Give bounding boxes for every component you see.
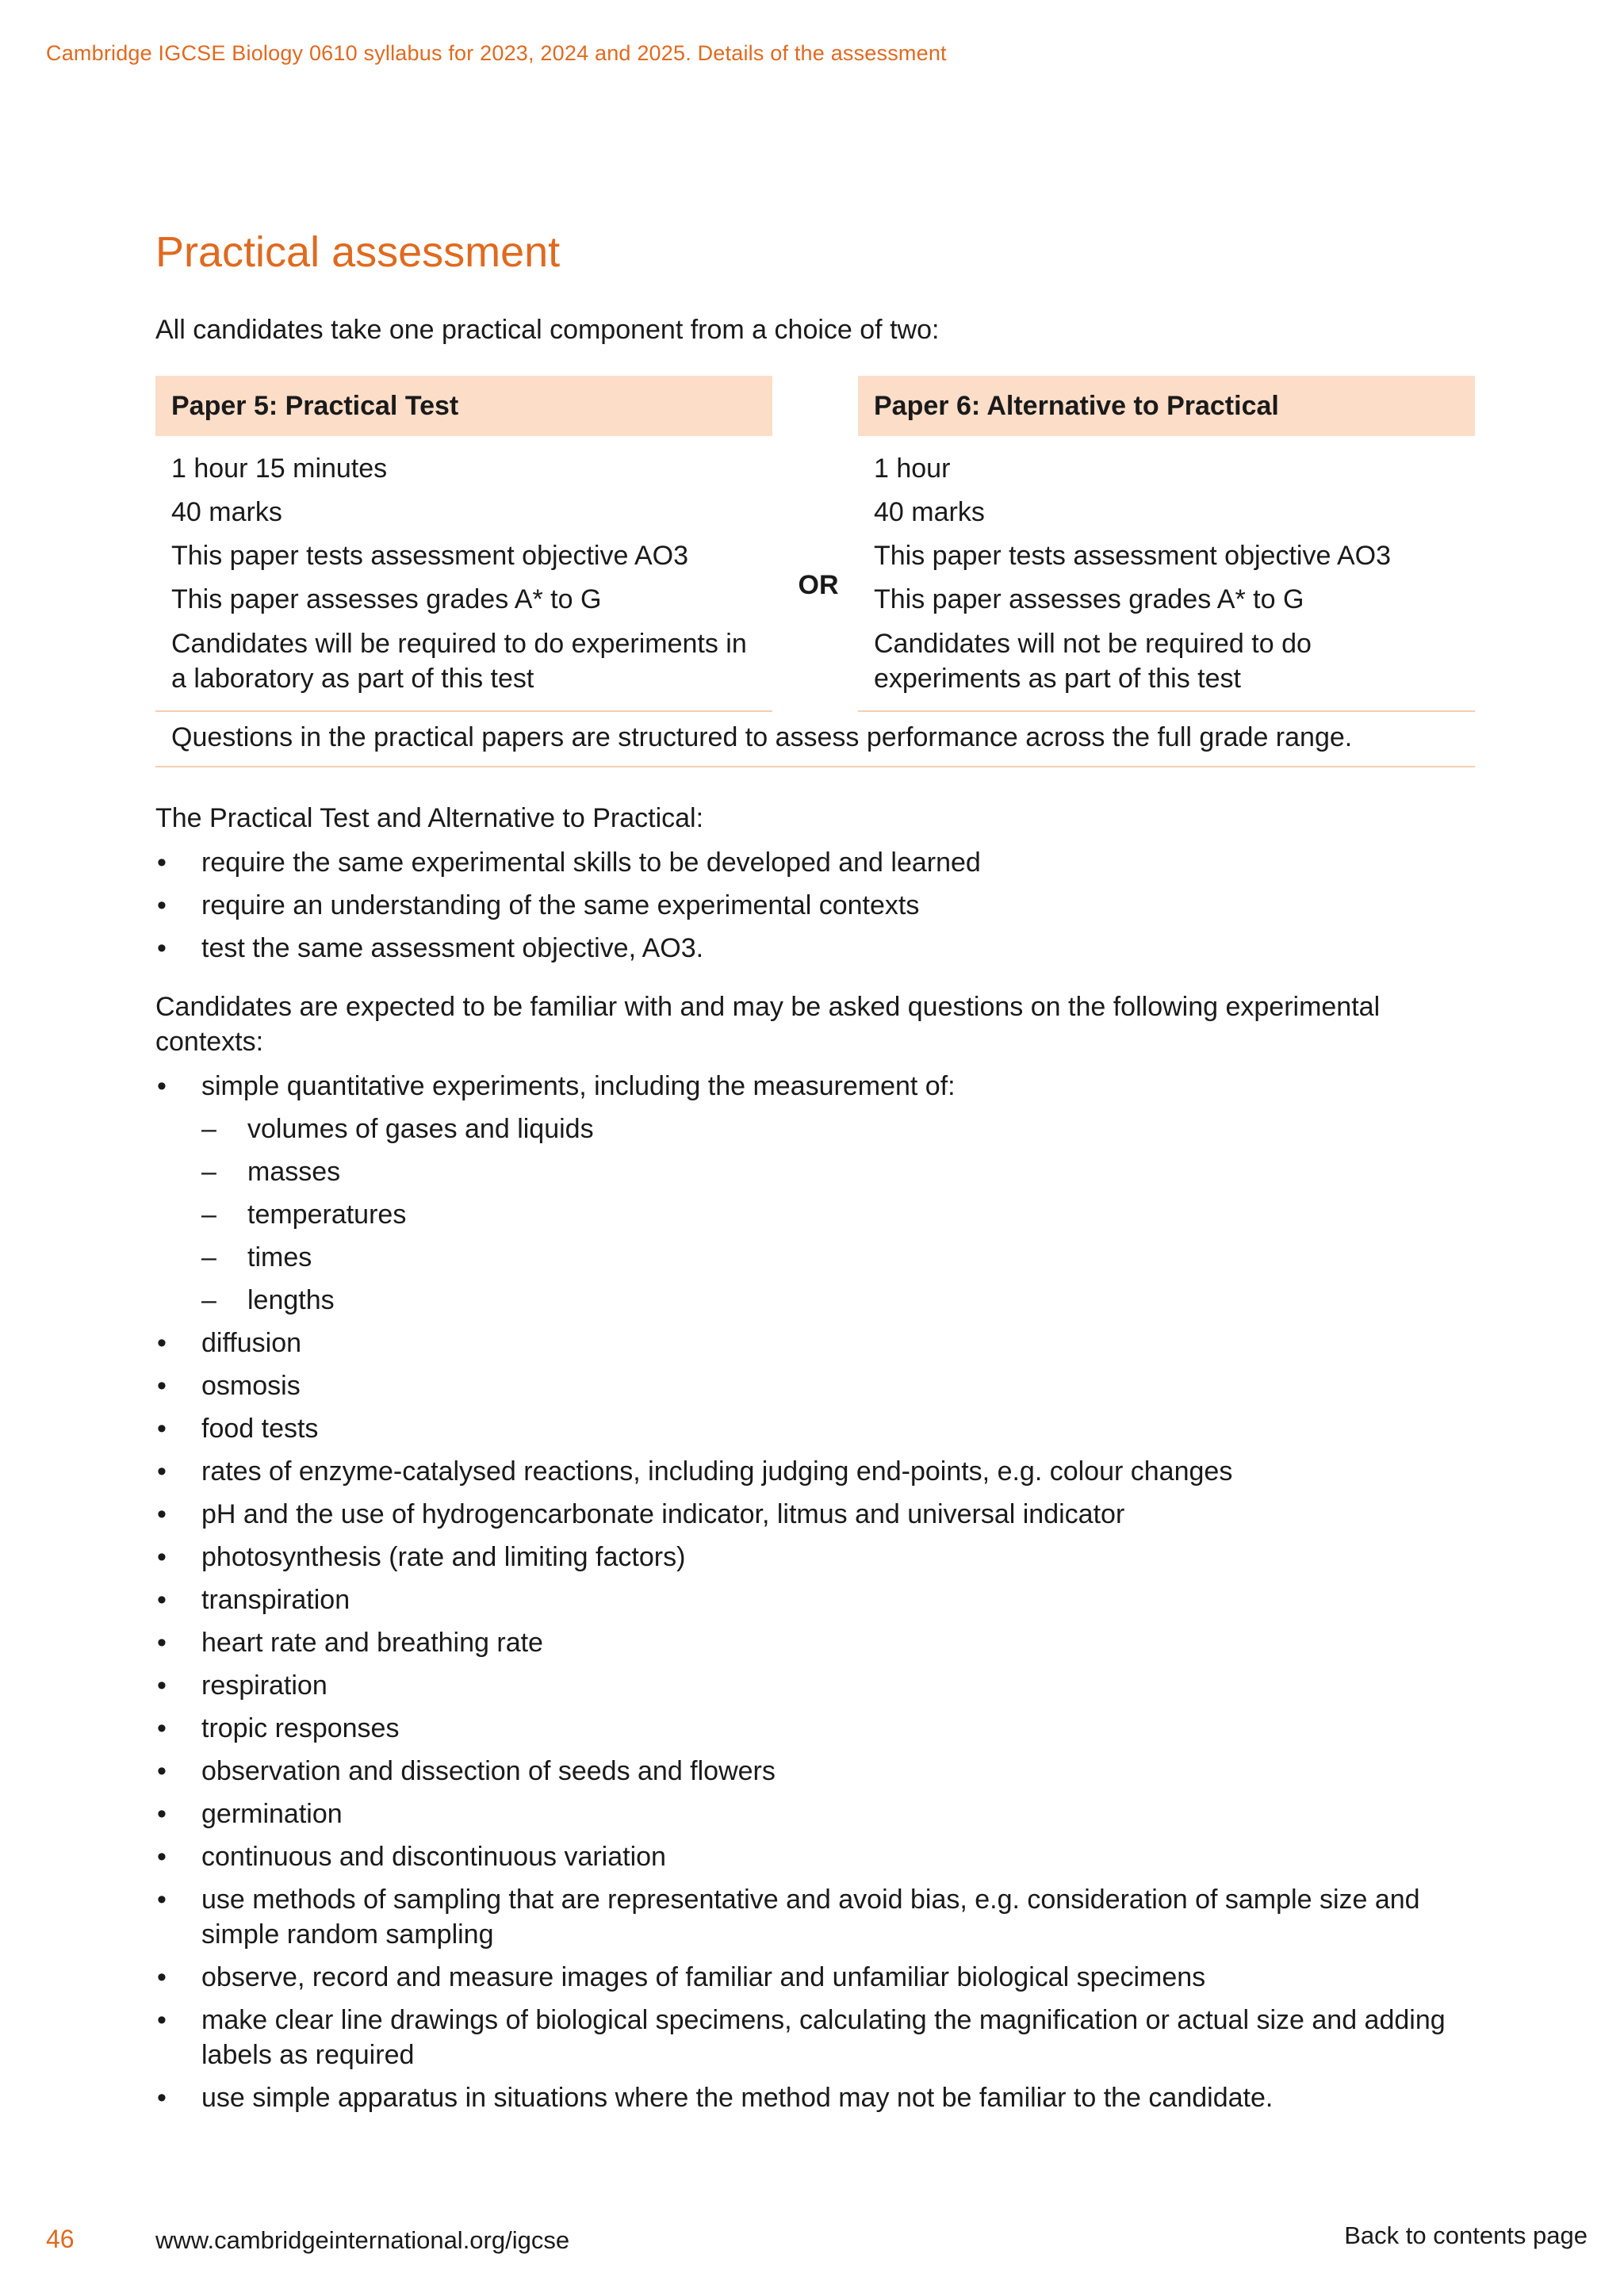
list-item: • observation and dissection of seeds and flowers	[155, 1754, 1475, 1789]
bullet-icon: •	[157, 1585, 167, 1615]
sub-list-item: – volumes of gases and liquids	[155, 1112, 1475, 1146]
dash-icon: –	[201, 1285, 216, 1315]
paper-6-requirement: Candidates will not be required to do experiments as part of this test	[874, 629, 1312, 694]
list-item: • rates of enzyme-catalysed reactions, including judging end-points, e.g. colour changes	[155, 1454, 1475, 1489]
measurement-sublist	[155, 1112, 1475, 1318]
list-item: • food tests	[155, 1411, 1475, 1446]
contexts-lead: Candidates are expected to be familiar with and may be asked questions on the following experimental contexts:	[155, 992, 1381, 1057]
page-content	[155, 224, 1475, 2123]
bullet-icon: •	[157, 1962, 167, 1992]
dash-icon: –	[201, 1242, 216, 1272]
bullet-icon: •	[157, 1756, 167, 1786]
page-number: 46	[46, 2225, 75, 2253]
bullet-icon: •	[157, 1071, 167, 1101]
sub-list-item: – lengths	[155, 1283, 1475, 1318]
list-item: • test the same assessment objective, AO3.	[155, 931, 1475, 966]
list-item: • transpiration	[155, 1582, 1475, 1617]
paper-5-duration: 1 hour 15 minutes	[171, 453, 388, 484]
bullet-icon: •	[157, 1328, 167, 1358]
bullet-icon: •	[157, 1456, 167, 1487]
contexts-list	[155, 1069, 1475, 2115]
bullet-icon: •	[157, 1799, 167, 1829]
sub-list-item: – temperatures	[155, 1197, 1475, 1232]
paper-6-objective: This paper tests assessment objective AO3	[874, 541, 1391, 571]
paper-6-details	[858, 436, 1475, 712]
papers-note: Questions in the practical papers are structured to assess performance across the full grade range.	[155, 709, 1475, 767]
dash-icon: –	[201, 1114, 216, 1144]
paper-5-box	[155, 376, 772, 712]
list-item: • use methods of sampling that are representative and avoid bias, e.g. consideration of sample size and simple random sampling	[155, 1882, 1475, 1952]
paper-6-marks: 40 marks	[874, 497, 985, 527]
list-item: • continuous and discontinuous variation	[155, 1839, 1475, 1874]
paper-6-duration: 1 hour	[874, 453, 951, 484]
running-header: Cambridge IGCSE Biology 0610 syllabus for 2023, 2024 and 2025. Details of the assessment	[46, 41, 947, 65]
section-intro: All candidates take one practical component from a choice of two:	[155, 315, 940, 345]
bullet-icon: •	[157, 933, 167, 963]
bullet-icon: •	[157, 890, 167, 920]
bullet-icon: •	[157, 848, 167, 878]
list-item: • tropic responses	[155, 1711, 1475, 1746]
section-title: Practical assessment	[155, 228, 561, 276]
bullet-icon: •	[157, 1713, 167, 1743]
bullet-icon: •	[157, 1628, 167, 1658]
bullet-icon: •	[157, 1499, 167, 1529]
paper-5-objective: This paper tests assessment objective AO3	[171, 541, 688, 571]
list-item: • require an understanding of the same experimental contexts	[155, 888, 1475, 923]
paper-5-details	[155, 436, 772, 712]
paper-6-title: Paper 6: Alternative to Practical	[858, 376, 1475, 436]
bullet-icon: •	[157, 1371, 167, 1401]
bullet-icon: •	[157, 1670, 167, 1701]
bullet-icon: •	[157, 2083, 167, 2113]
list-item: • pH and the use of hydrogencarbonate indicator, litmus and universal indicator	[155, 1497, 1475, 1532]
comparison-list	[155, 845, 1475, 966]
bullet-icon: •	[157, 2005, 167, 2035]
or-label: OR	[798, 570, 839, 600]
paper-6-box	[858, 376, 1475, 712]
list-item: • observe, record and measure images of familiar and unfamiliar biological specimens	[155, 1960, 1475, 1995]
list-item: • osmosis	[155, 1368, 1475, 1403]
dash-icon: –	[201, 1200, 216, 1230]
list-item: • use simple apparatus in situations where the method may not be familiar to the candidate.	[155, 2080, 1475, 2115]
list-item: • photosynthesis (rate and limiting factors)	[155, 1540, 1475, 1575]
bullet-icon: •	[157, 1842, 167, 1872]
list-item: • simple quantitative experiments, including the measurement of: – volumes of gases and liquids – masses – temperatures – times – lengths	[155, 1069, 1475, 1318]
list-item: • require the same experimental skills to be developed and learned	[155, 845, 1475, 880]
bullet-icon: •	[157, 1414, 167, 1444]
list-item: • diffusion	[155, 1326, 1475, 1360]
paper-6-grades: This paper assesses grades A* to G	[874, 584, 1304, 614]
paper-5-title: Paper 5: Practical Test	[155, 376, 772, 436]
sub-list-item: – masses	[155, 1154, 1475, 1189]
list-item: • respiration	[155, 1668, 1475, 1703]
list-item: • heart rate and breathing rate	[155, 1625, 1475, 1660]
sub-list-item: – times	[155, 1240, 1475, 1275]
back-to-contents-link[interactable]: Back to contents page	[1344, 2221, 1588, 2249]
comparison-lead: The Practical Test and Alternative to Practical:	[155, 803, 704, 833]
footer-url-link[interactable]: www.cambridgeinternational.org/igcse	[155, 2226, 570, 2254]
paper-5-requirement: Candidates will be required to do experiments in a laboratory as part of this test	[171, 629, 747, 694]
bullet-icon: •	[157, 1885, 167, 1915]
list-item: • germination	[155, 1797, 1475, 1831]
paper-5-grades: This paper assesses grades A* to G	[171, 584, 602, 614]
dash-icon: –	[201, 1157, 216, 1187]
bullet-icon: •	[157, 1542, 167, 1572]
list-item: • make clear line drawings of biological specimens, calculating the magnification or actual size and adding labels as required	[155, 2003, 1475, 2072]
paper-options	[155, 376, 1475, 709]
paper-5-marks: 40 marks	[171, 497, 282, 527]
